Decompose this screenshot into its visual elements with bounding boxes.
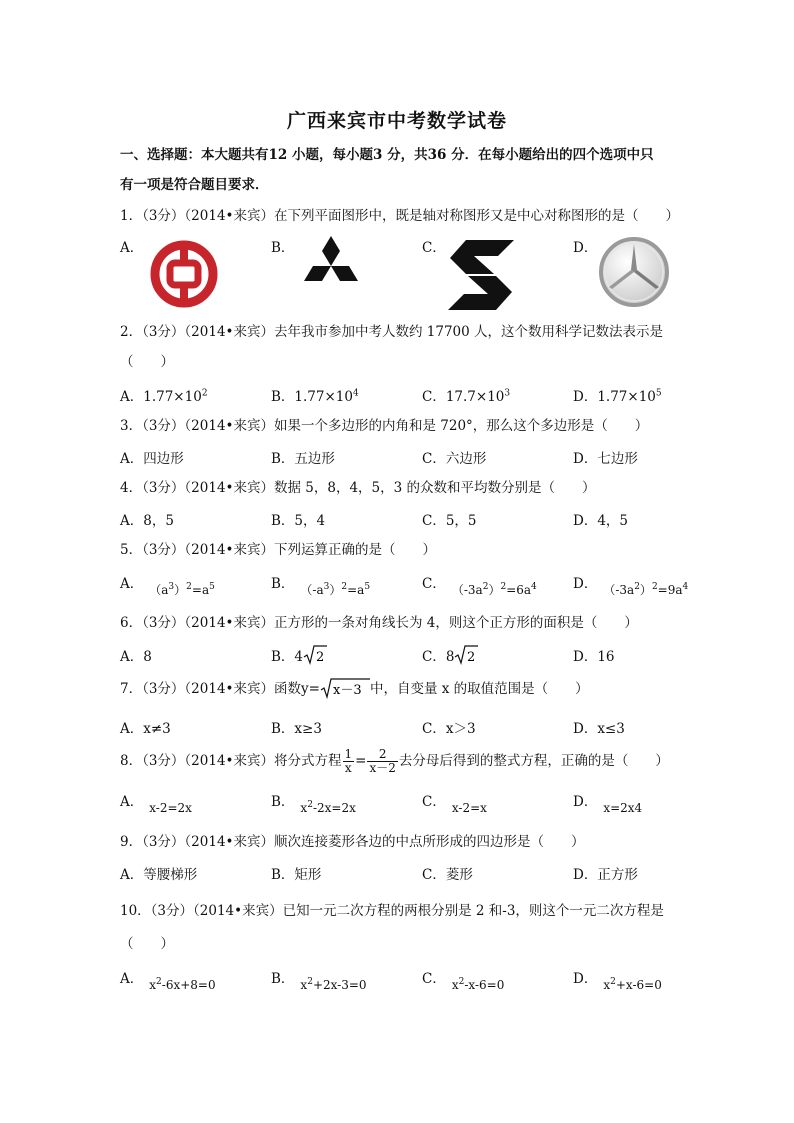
question-4-stem: 4．（3分）（2014•来宾）数据 5，8，4，5，3 的众数和平均数分别是（ ）: [120, 480, 596, 496]
suzuki-logo-icon: [446, 240, 516, 310]
question-8-options: [120, 790, 680, 815]
question-9-options: [120, 863, 680, 885]
option-b-label: B．: [271, 240, 295, 256]
question-7-stem: 7．（3分）（2014•来宾）函数y= x－3 中，自变量 x 的取值范围是（ ）: [120, 677, 680, 699]
question-10-options: [120, 967, 680, 992]
question-5-stem: 5．（3分）（2014•来宾）下列运算正确的是（ ）: [120, 542, 436, 558]
option-b: B．4 2: [271, 645, 327, 665]
option-d: D．正方形: [573, 867, 638, 883]
question-10-stem-cont: （ ）: [120, 936, 174, 952]
fraction-2: $\frac{2}{x-2}$: [369, 747, 396, 775]
option-b: B．五边形: [271, 451, 335, 467]
question-9-stem: 9．（3分）（2014•来宾）顺次连接菱形各边的中点所形成的四边形是（ ）: [120, 834, 585, 850]
option-d: D．16: [573, 649, 615, 665]
question-8-stem: 8．（3分）（2014•来宾）将分式方程 $\frac{1}{x}$ = $\frac{2}{x-2}$ 去分母后得到的整式方程，正确的是（ ）: [120, 747, 669, 775]
option-b: B．5，4: [271, 513, 326, 529]
option-b: B．x≥3: [271, 721, 322, 737]
radicand: 2: [316, 650, 325, 665]
option-a: A．四边形: [120, 451, 184, 467]
option-c: C．$17.7\times 10^3$: [422, 388, 511, 405]
option-a: A．等腰梯形: [120, 867, 198, 883]
section-heading-line2: 有一项是符合题目要求．: [120, 177, 269, 193]
question-2-stem: 2．（3分）（2014•来宾）去年我市参加中考人数约 17700 人，这个数用科学记数法表示是: [120, 324, 664, 340]
question-1-stem: 1．（3分）（2014•来宾）在下列平面图形中，既是轴对称图形又是中心对称图形的是（ ）: [120, 208, 679, 224]
sqrt-icon: [303, 645, 327, 665]
radicand: 2: [467, 650, 476, 665]
option-c: C．菱形: [422, 867, 473, 883]
option-a: A． x-2=2x: [120, 794, 192, 815]
bank-of-china-logo-icon: [148, 238, 220, 310]
sqrt-icon: [320, 677, 370, 699]
option-d: D．4，5: [573, 513, 629, 529]
question-1-options: [120, 236, 680, 312]
page-title: 广西来宾市中考数学试卷: [286, 110, 507, 132]
option-c: C． $(-3a^2)^2=6a^4$: [422, 576, 537, 597]
option-d: D．x≤3: [573, 721, 625, 737]
question-6-options: [120, 645, 680, 667]
option-d: D．$1.77\times 10^5$: [573, 388, 662, 405]
sqrt-icon: [454, 645, 478, 665]
section-heading-line1: 一、选择题：本大题共有12 小题，每小题3 分，共36 分．在每小题给出的四个选项中只: [120, 147, 654, 163]
option-c: C．x＞3: [422, 721, 476, 737]
option-a: A．$1.77\times 10^2$: [120, 388, 208, 405]
question-6-stem: 6．（3分）（2014•来宾）正方形的一条对角线长为 4，则这个正方形的面积是（ ）: [120, 615, 638, 631]
question-3-options: [120, 447, 680, 469]
radicand: x－3: [332, 683, 362, 698]
option-d: D． $(-3a^2)^2=9a^4$: [573, 576, 689, 597]
option-c: C． x-2=x: [422, 794, 487, 815]
option-d: D． x=2x4: [573, 794, 643, 815]
option-a: A． $x^2-6x+8=0$: [120, 971, 216, 992]
option-b: B．$1.77\times 10^4$: [271, 388, 359, 405]
option-d: D． $x^2+x-6=0$: [573, 971, 662, 992]
option-a: A．8: [120, 649, 152, 665]
option-d: D．七边形: [573, 451, 638, 467]
question-3-stem: 3．（3分）（2014•来宾）如果一个多边形的内角和是 720°，那么这个多边形是（ ）: [120, 418, 649, 434]
option-c-label: C．: [422, 240, 446, 256]
option-c: C．5，5: [422, 513, 477, 529]
question-10-stem: 10．（3分）（2014•来宾）已知一元二次方程的两根分别是 2 和-3，则这个一元二次方程是: [120, 903, 664, 919]
question-5-options: [120, 572, 689, 597]
option-c: C． $x^2-x-6=0$: [422, 971, 505, 992]
question-7-options: [120, 717, 680, 739]
option-a: A．8，5: [120, 513, 174, 529]
option-b: B．矩形: [271, 867, 322, 883]
option-b: B． $x^2-2x=2x$: [271, 794, 356, 815]
option-c: C．8 2: [422, 645, 478, 665]
question-2-stem-cont: （ ）: [120, 354, 174, 370]
question-4-options: [120, 509, 680, 531]
option-a-label: A．: [120, 240, 144, 256]
mercedes-logo-icon: [598, 236, 670, 308]
option-b: B． $(-a^3)^2=a^5$: [271, 576, 371, 597]
option-b: B． $x^2+2x-3=0$: [271, 971, 367, 992]
fraction-1: $\frac{1}{x}$: [344, 747, 353, 775]
option-d-label: D．: [573, 240, 598, 256]
option-a: A．x≠3: [120, 721, 171, 737]
option-a: A． $(a^3)^2=a^5$: [120, 576, 215, 597]
option-c: C．六边形: [422, 451, 487, 467]
mitsubishi-logo-icon: [296, 236, 366, 296]
question-2-options: [120, 385, 680, 407]
